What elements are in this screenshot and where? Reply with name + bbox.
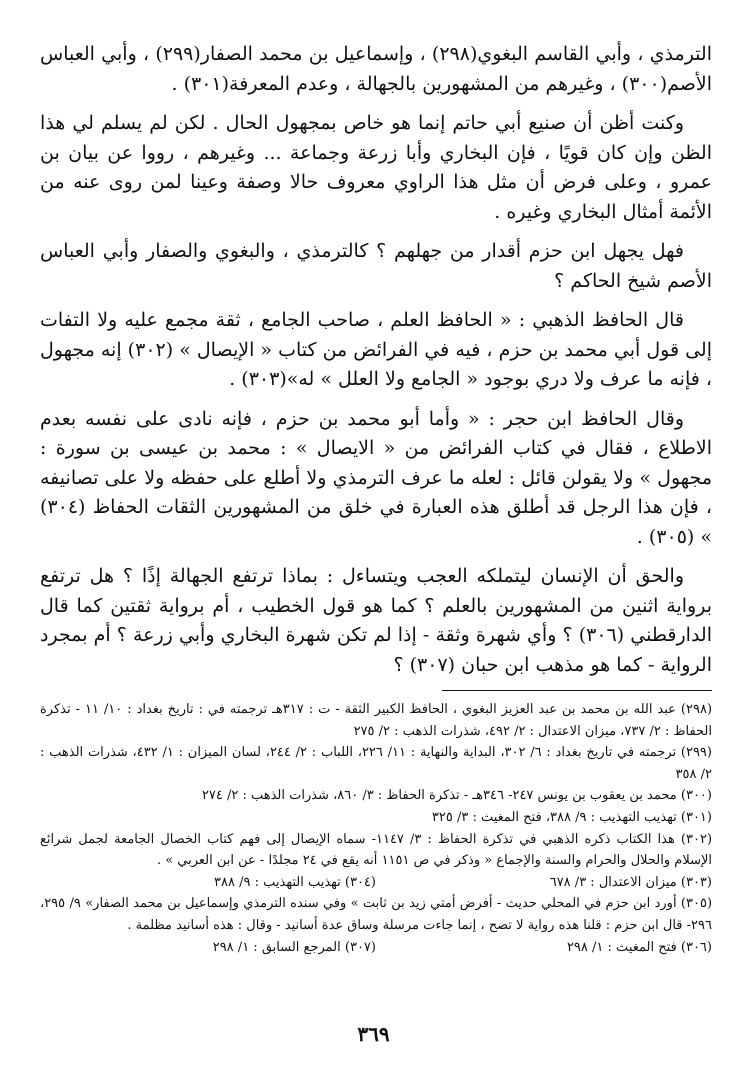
paragraph-6: والحق أن الإنسان ليتملكه العجب ويتساءل : بماذا ترتفع الجهالة إذًا ؟ هل ترتفع برواية اثنين من المشهورين بالعلم ؟ كما هو قول الخطيب ، أم برواية ثقتين كما قال الدارقطني (٣٠٦) ؟ وأي شهرة وثقة - إذا لم تكن شهرة البخاري وأبي زرعة ؟ أم بمجرد الرواية - كما هو مذهب ابن حبان (٣٠٧) ؟ xyxy=(40,565,712,676)
paragraph-3: فهل يجهل ابن حزم أقدار من جهلهم ؟ كالترمذي ، والبغوي والصفار وأبي العباس الأصم شيخ الحاكم ؟ xyxy=(40,240,712,292)
footnote-304: (٣٠٤) تهذيب التهذيب : ٩/ ٣٨٨ xyxy=(214,874,376,890)
paragraph-2: وكنت أظن أن صنيع أبي حاتم إنما هو خاص بمجهول الحال . لكن لم يسلم لي هذا الظن وإن كان قويًا ، فإن البخاري وأبا زرعة وجماعة ... وغيرهم ، رووا عن بيان بن عمرو ، وعلى فرض أن مثل هذا الراوي معروف حالا وصفة وعينا لمن روى عنه من الأئمة أمثال البخاري وغيره . xyxy=(40,112,712,223)
footnote-divider xyxy=(442,690,712,691)
paragraph-4: قال الحافظ الذهبي : « الحافظ العلم ، صاحب الجامع ، ثقة مجمع عليه ولا التفات إلى قول أبي محمد بن حزم ، فيه في الفرائض من كتاب « الإيصال » (٣٠٢) إنه مجهول ، فإنه ما عرف ولا دري بوجود « الجامع ولا العلل » له»(٣٠٣) . xyxy=(40,309,712,390)
footnote-row-306-307 xyxy=(40,937,712,959)
footnote-299: (٢٩٩) ترجمته في تاريخ بغداد : ٦/ ٣٠٢، البداية والنهاية : ١١/ ٢٢٦، اللباب : ٢/ ٢٤٤، لسان الميزان : ١/ ٤٣٢، شذرات الذهب : ٢/ ٣٥٨ xyxy=(40,745,712,782)
paragraph-1: الترمذي ، وأبي القاسم البغوي(٢٩٨) ، وإسماعيل بن محمد الصفار(٢٩٩) ، وأبي العباس الأصم(٣٠٠) ، وغيرهم من المشهورين بالجهالة ، وعدم المعرفة(٣٠١) . xyxy=(40,43,712,95)
footnote-307: (٣٠٧) المرجع السابق : ١/ ٢٩٨ xyxy=(212,939,376,955)
footnote-298: (٢٩٨) عبد الله بن محمد بن عبد العزيز البغوي ، الحافظ الكبير الثقة - ت : ٣١٧هـ ترجمته في : تاريخ بغداد : ١٠/ ١١ - تذكرة الحفاظ : ٢/ ٧٣٧، ميزان الاعتدال : ٢/ ٤٩٢، شذرات الذهب : ٢/ ٢٧٥ xyxy=(40,702,713,739)
footnote-row-303-304 xyxy=(40,872,712,894)
paragraph-5: وقال الحافظ ابن حجر : « وأما أبو محمد بن حزم ، فإنه نادى على نفسه بعدم الاطلاع ، فقال في كتاب الفرائض من « الايصال » : محمد بن عيسى بن سورة : مجهول » ولا يقولن قائل : لعله ما عرف الترمذي ولا أطلع على حفظه ولا على تصانيفه ، فإن هذا الرجل قد أطلق هذه العبارة في خلق من المشهورين الثقات الحفاظ (٣٠٤) » (٣٠٥) . xyxy=(40,407,712,548)
footnote-303: (٣٠٣) ميزان الاعتدال : ٣/ ٦٧٨ xyxy=(549,874,712,890)
footnote-305: (٣٠٥) أورد ابن حزم في المحلي حديث - أفرض أمتي زيد بن ثابت » وفي سنده الترمذي وإسماعيل بن محمد الصفار» ٩/ ٢٩٥، ٢٩٦- قال ابن حزم : قلنا هذه رواية لا تصح ، إنما جاءت مرسلة وساق عدة أسانيد - وقال : هذه أسانيد مظلمة . xyxy=(40,896,713,933)
main-text xyxy=(40,40,712,680)
footnotes xyxy=(40,699,712,958)
book-page xyxy=(40,40,712,958)
page-number: ٣٦٩ xyxy=(357,1022,390,1046)
footnote-302: (٣٠٢) هذا الكتاب ذكره الذهبي في تذكرة الحفاظ : ٣/ ١١٤٧- سماه الإيصال إلى فهم كتاب الخصال الجامعة لجمل شرائع الإسلام والحلال والحرام والسنة والإجماع « وذكر في ص ١١٥١ أنه يقع في ٢٤ مجلدًا - عن ابن العربي » . xyxy=(40,831,713,869)
footnote-306: (٣٠٦) فتح المغيث : ١/ ٢٩٨ xyxy=(566,939,712,955)
footnote-300: (٣٠٠) محمد بن يعقوب بن يونس ٢٤٧- ٣٤٦هـ - تذكرة الحفاظ : ٣/ ٨٦٠، شذرات الذهب : ٢/ ٢٧٤ xyxy=(201,788,712,804)
footnote-301: (٣٠١) تهذيب التهذيب : ٩/ ٣٨٨، فتح المغيث : ٣/ ٣٢٥ xyxy=(431,809,712,825)
